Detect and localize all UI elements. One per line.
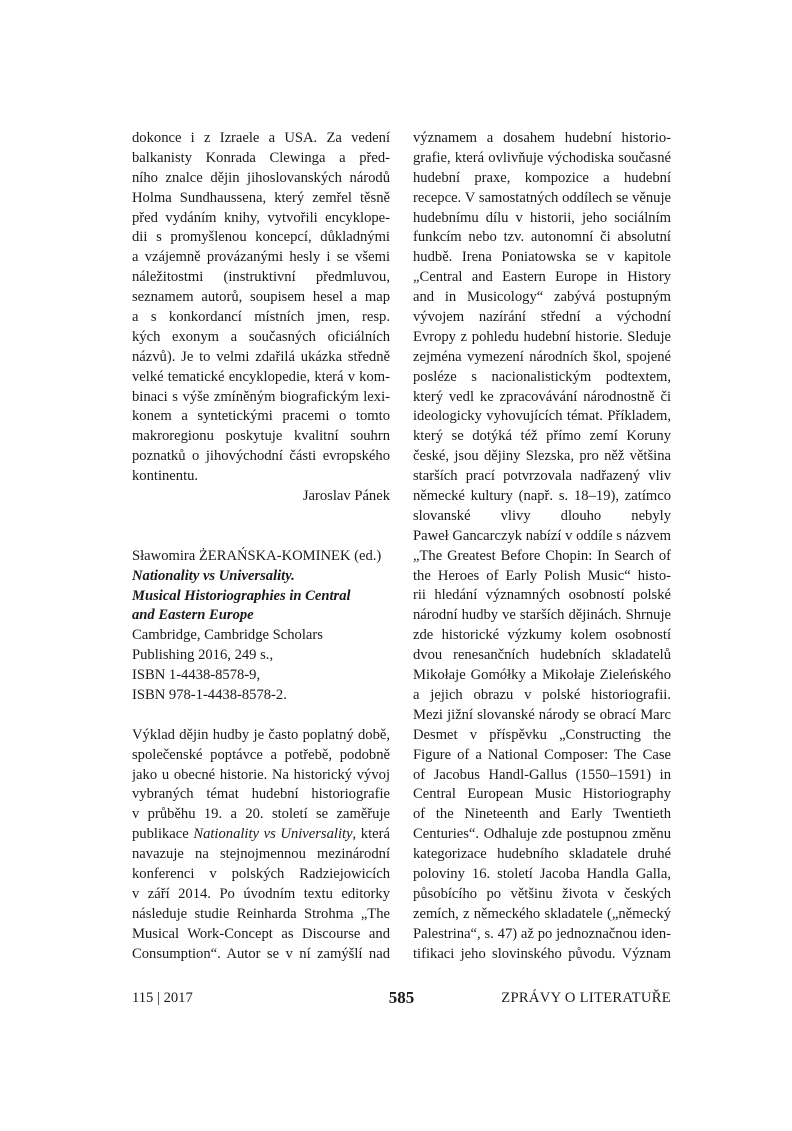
text-line: který se dotýká též přímo zemí Koruny	[413, 428, 671, 445]
text-line: hudební praxe, kompozice a hudební	[413, 169, 671, 186]
text-line: ního znalce dějin jihoslovanských národů	[132, 169, 390, 186]
page-number: 585	[388, 988, 415, 1007]
text-line: konferenci v polských Radziejowicích	[132, 865, 390, 882]
review-end-text	[132, 129, 390, 487]
text-line: „Central and Eastern Europe in History	[413, 269, 671, 286]
text-line: the Heroes of Early Polish Music“ histo-	[413, 567, 671, 584]
text-line: konem a syntetickými pracemi o tomto	[132, 408, 390, 425]
text-line: of Jacobus Handl-Gallus (1550–1591) in	[413, 766, 671, 783]
text-line: binaci s výše zmíněným biografickým lexi-	[132, 388, 390, 405]
text-line: zde historické výzkumy kolem osobností	[413, 627, 671, 644]
text-line: národní hudby ve starších dějinách. Shrnuje	[413, 607, 671, 624]
text-line: vybraných témat hudební historiografie	[132, 786, 390, 803]
text-line: Mikołaje Gomółky a Mikołaje Zieleńského	[413, 667, 671, 684]
text-line: navazuje na stejnojmennou mezinárodní	[132, 846, 390, 863]
book-author: Sławomira ŻERAŃSKA-KOMINEK (ed.)	[132, 547, 382, 564]
text-line: významem a dosahem hudební historio-	[413, 130, 671, 146]
text-line: zejména vymezení národních škol, spojené	[413, 348, 671, 365]
text-line: dii s promyšlenou koncepcí, důkladnými	[132, 229, 390, 246]
journal-title: ZPRÁVY O LITERATUŘE	[501, 990, 671, 1006]
text-line: tifikaci jeho slovinského původu. Význam	[413, 945, 671, 962]
text-line: jako u obecné historie. Na historický vývoj	[132, 766, 390, 783]
text-line: rii hledání významných osobností polské	[413, 587, 671, 604]
book-citation	[132, 547, 390, 706]
text-line: dvou renesančních hudebních skladatelů	[413, 647, 671, 664]
text-line: německé kultury (např. s. 18–19), zatímco	[413, 488, 671, 505]
text-line: publikace Nationality vs Universality, která	[132, 826, 390, 843]
text-line: a vzájemně provázanými hesly i se všemi	[132, 249, 390, 266]
page-footer	[132, 990, 671, 1010]
text-line: a jejich obrazu v polské historiografii.	[413, 686, 671, 703]
book-title-line: Musical Historiographies in Central	[132, 587, 351, 604]
text-line: grafie, která ovlivňuje východiska současné	[413, 149, 671, 166]
text-line: Holma Sundhaussena, který zemřel těsně	[132, 189, 390, 206]
text-line: Centuries“. Odhaluje zde postupnou změnu	[413, 826, 671, 843]
issue-number: 115 | 2017	[132, 990, 193, 1006]
text-line: názvů). Je to velmi zdařilá ukázka středně	[132, 348, 390, 365]
text-line: náležitostmi (instruktivní předmluvou,	[132, 269, 390, 286]
left-column	[132, 129, 390, 964]
text-line: poloviny 16. století Jacoba Handla Galla,	[413, 865, 671, 882]
text-line: Desmet v příspěvku „Constructing the	[413, 726, 671, 743]
right-column	[413, 129, 671, 964]
text-line: Central European Music Historiography	[413, 786, 671, 803]
book-publication-line: Cambridge, Cambridge Scholars	[132, 627, 323, 644]
text-line: kých exonym a současných oficiálních	[132, 328, 390, 345]
text-line: společenské poptávce a potřebě, podobně	[132, 746, 390, 763]
book-title-line: Nationality vs Universality.	[132, 567, 295, 584]
text-line: české, jsou dějiny Slezska, pro něž většina	[413, 448, 671, 465]
text-line: Výklad dějin hudby je často poplatný době,	[132, 726, 390, 743]
text-line: a s konkordancí místních jmen, resp.	[132, 309, 390, 326]
text-line: of the Nineteenth and Early Twentieth	[413, 806, 671, 823]
text-line: kategorizace hudebního skladatele druhé	[413, 846, 671, 863]
text-line: Palestrina“, s. 47) až po jednoznačnou iden-	[413, 925, 671, 942]
book-title-italic: Nationality vs Universality	[193, 826, 353, 843]
text-line: působícího po většinu života v českých	[413, 885, 671, 902]
text-line: funkcím nebo tzv. autonomní či absolutní	[413, 229, 671, 246]
book-title-line: and Eastern Europe	[132, 607, 254, 624]
text-line: dokonce i z Izraele a USA. Za vedení	[132, 130, 390, 146]
text-line: který vedl ke zpracovávání národnostně či	[413, 388, 671, 405]
text-line: zemích, z německého skladatele („německý	[413, 905, 671, 922]
text-line: Musical Work-Concept as Discourse and	[132, 925, 390, 942]
text-line: Mezi jižní slovanské národy se obrací Marc	[413, 706, 671, 723]
text-line: Evropy z pohledu hudební historie. Sleduje	[413, 328, 671, 345]
reviewer-signature: Jaroslav Pánek	[302, 488, 390, 505]
text-line: v průběhu 19. a 20. století se zaměřuje	[132, 806, 390, 823]
text-line: makroregionu poskytuje kvalitní souhrn	[132, 428, 390, 445]
text-line: vývojem nazírání střední a východní	[413, 309, 671, 326]
text-line: hudebnímu dílu v historii, jeho sociálním	[413, 209, 671, 226]
book-publication-line: Publishing 2016, 249 s.,	[132, 647, 274, 664]
text-line: starších prací potvrzovala nadřazený vliv	[413, 468, 671, 485]
text-line: and in Musicology“ zabývá postupným	[413, 289, 671, 306]
text-line: „The Greatest Before Chopin: In Search of	[413, 547, 671, 564]
text-line: recepce. V samostatných oddílech se věnuje	[413, 189, 671, 206]
book-isbn: ISBN 978-1-4438-8578-2.	[132, 686, 287, 703]
text-line: v září 2014. Po úvodním textu editorky	[132, 885, 390, 902]
text-line: Paweł Gancarczyk nabízí v oddíle s názvem	[413, 527, 671, 544]
text-line: hudbě. Irena Poniatowska se v kapitole	[413, 249, 671, 266]
book-isbn: ISBN 1-4438-8578-9,	[132, 667, 261, 684]
text-line: Figure of a National Composer: The Case	[413, 746, 671, 763]
text-line: ideologicky vyhovujících témat. Příkladem,	[413, 408, 671, 425]
text-line: následuje studie Reinharda Strohma „The	[132, 905, 390, 922]
text-line: kontinentu.	[132, 468, 199, 485]
review-start-text	[132, 726, 390, 965]
text-line: seznamem autorů, soupisem hesel a map	[132, 289, 390, 306]
text-line: slovanské vlivy dlouho nebyly	[413, 507, 671, 524]
text-line: posléze s nacionalistickým podtextem,	[413, 368, 671, 385]
text-line: poznatků o jihovýchodní části evropského	[132, 448, 390, 465]
text-line: velké tematické encyklopedie, která v kom-	[132, 368, 390, 385]
text-line: Consumption“. Autor se v ní zamýšlí nad	[132, 945, 390, 962]
text-line: balkanisty Konrada Clewinga a před-	[132, 149, 390, 166]
text-line: před vydáním knihy, vytvořili encyklope-	[132, 209, 390, 226]
